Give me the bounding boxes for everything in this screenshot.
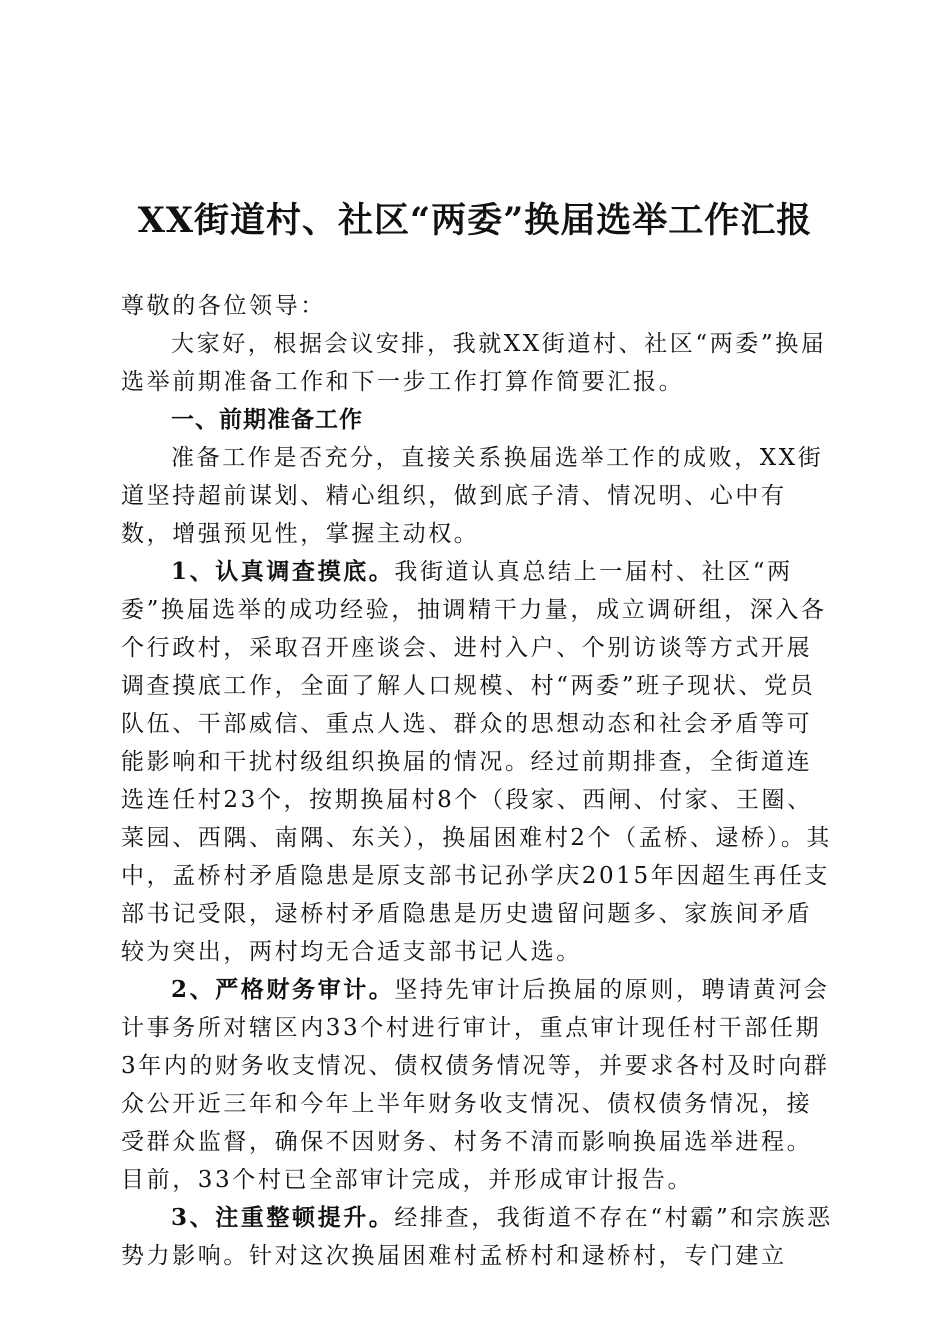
intro-paragraph: 大家好，根据会议安排，我就XX街道村、社区“两委”换届选举前期准备工作和下一步工作打算作简要汇报。	[121, 331, 827, 395]
section-lead-paragraph: 准备工作是否充分，直接关系换届选举工作的成败，XX街道坚持超前谋划、精心组织，做到底子清、情况明、心中有数，增强预见性，掌握主动权。	[121, 445, 824, 547]
item-text: 我街道认真总结上一届村、社区“两委”换届选举的成功经验，抽调精干力量，成立调研组，深入各个行政村，采取召开座谈会、进村入户、个别访谈等方式开展调查摸底工作，全面了解人口规模、村“两委”班子现状、党员队伍、干部威信、重点人选、群众的思想动态和社会矛盾等可能影响和干扰村级组织换届的情况。经过前期排查，全街道连选连任村23个，按期换届村8个（段家、西闸、付家、王圈、菜园、西隅、南隅、东关），换届困难村2个（孟桥、逯桥）。其中，孟桥村矛盾隐患是原支部书记孙学庆2015年因超生再任支部书记受限，逯桥村矛盾隐患是历史遗留问题多、家族间矛盾较为突出，两村均无合适支部书记人选。	[121, 559, 833, 965]
item-paragraph	[121, 553, 833, 971]
item-title: 3、注重整顿提升。	[171, 1204, 395, 1231]
document-body	[121, 287, 833, 1275]
salutation: 尊敬的各位领导：	[121, 293, 326, 319]
item-text: 经排查，我街道不存在“村霸”和宗族恶势力影响。针对这次换届困难村孟桥村和逯桥村，专门建立	[121, 1205, 833, 1269]
document-title: XX街道村、社区“两委”换届选举工作汇报	[137, 200, 813, 241]
item-title: 2、严格财务审计。	[171, 976, 395, 1003]
item-paragraph	[121, 971, 833, 1199]
section-heading: 一、前期准备工作	[171, 407, 363, 433]
item-paragraph	[121, 1199, 833, 1275]
item-title: 1、认真调查摸底。	[171, 558, 395, 585]
item-text: 坚持先审计后换届的原则，聘请黄河会计事务所对辖区内33个村进行审计，重点审计现任村干部任期3年内的财务收支情况、债权债务情况等，并要求各村及时向群众公开近三年和今年上半年财务收支情况、债权债务情况，接受群众监督，确保不因财务、村务不清而影响换届选举进程。目前，33个村已全部审计完成，并形成审计报告。	[121, 977, 830, 1193]
